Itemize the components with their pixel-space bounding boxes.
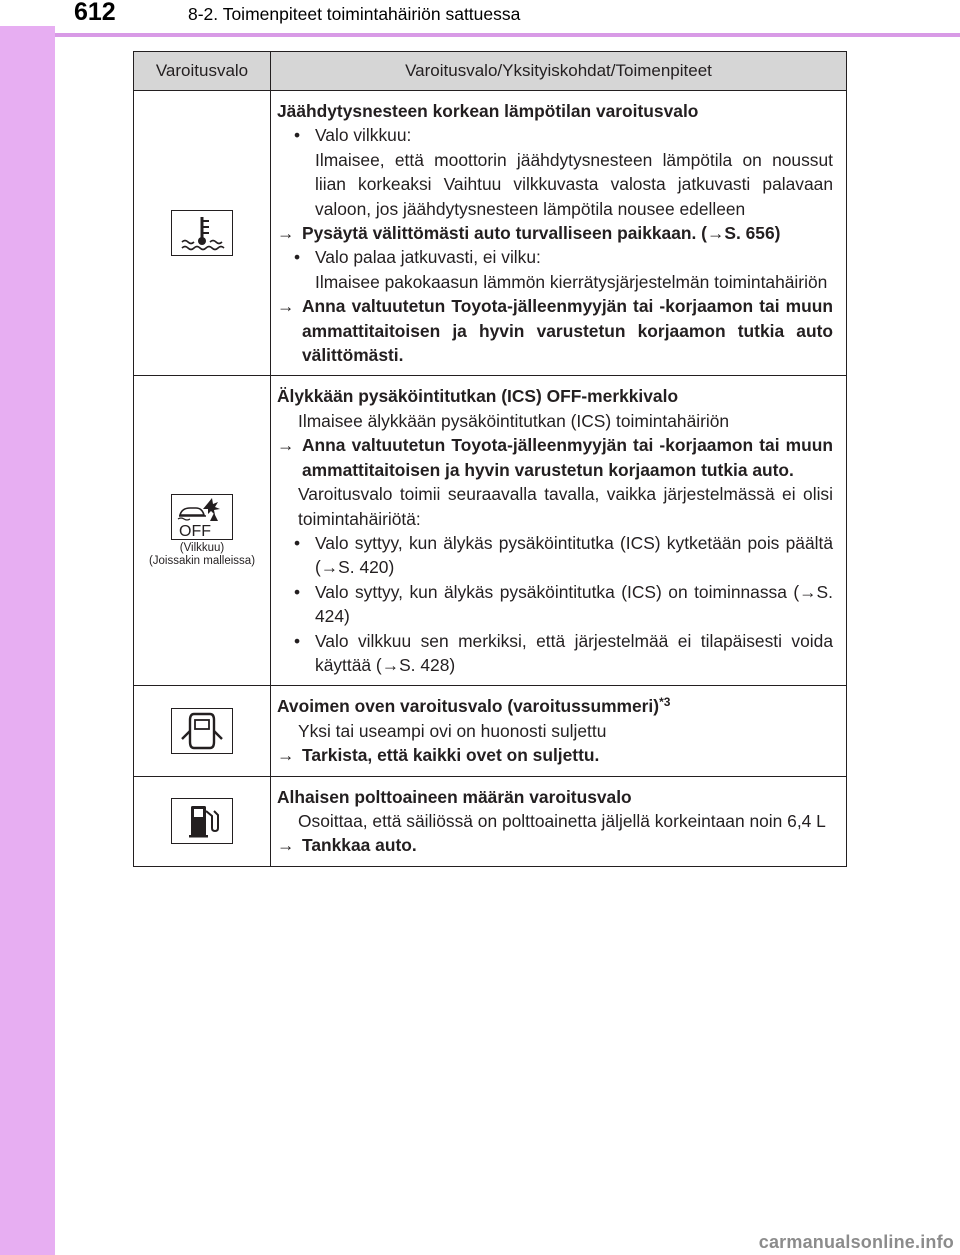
ics-off-label: OFF — [179, 522, 211, 539]
list-item: • Valo palaa jatkuvasti, ei vilku: — [294, 245, 833, 269]
icon-cell — [134, 376, 271, 686]
open-door-icon — [171, 708, 233, 754]
row-description: Yksi tai useampi ovi on huonosti suljettu — [298, 720, 607, 741]
details-cell — [271, 91, 847, 376]
fuel-pump-icon — [171, 798, 233, 844]
action-item: → Pysäytä välittömästi auto turvalliseen paikkaan. (→S. 656) — [277, 221, 833, 245]
action-item: → Tankkaa auto. — [277, 833, 833, 857]
row-title: Avoimen oven varoitusvalo (varoitussummeri)$^{*3}$ — [277, 695, 671, 717]
bullet-icon: • — [294, 247, 301, 268]
side-color-band — [0, 0, 55, 1255]
ics-off-icon — [171, 494, 233, 540]
list-item: • Valo vilkkuu sen merkiksi, että järjestelmää ei tilapäisesti voida käyttää (→S. 428) — [294, 629, 833, 678]
action-item: → Anna valtuutetun Toyota-jälleenmyyjän tai -korjaamon tai muun ammattitaitoisen ja hyvin varustetun korjaamon tutkia auto välittömästi. — [277, 294, 833, 367]
details-cell — [271, 376, 847, 686]
table-row — [134, 91, 847, 376]
page-number: 612 — [74, 0, 116, 26]
row-title: Jäähdytysnesteen korkean lämpötilan varoitusvalo — [277, 101, 699, 121]
footnote-marker: *3 — [659, 695, 671, 710]
arrow-icon: → — [277, 296, 295, 317]
arrow-icon: → — [277, 745, 295, 766]
list-item: • Valo syttyy, kun älykäs pysäköintitutka (ICS) kytketään pois päältä (→S. 420) — [294, 531, 833, 580]
section-title: 8-2. Toimenpiteet toimintahäiriön sattuessa — [188, 4, 521, 24]
table-header-row — [134, 52, 847, 91]
row-title: Alhaisen polttoaineen määrän varoitusvalo — [277, 786, 632, 807]
bullet-icon: • — [294, 581, 301, 602]
action-item: → Tarkista, että kaikki ovet on suljettu. — [277, 743, 833, 767]
col-header-details: Varoitusvalo/Yksityiskohdat/Toimenpiteet — [271, 52, 847, 91]
icon-cell — [134, 91, 271, 376]
row-title: Älykkään pysäköintitutkan (ICS) OFF-merkkivalo — [277, 386, 679, 407]
coolant-temperature-icon — [171, 210, 233, 256]
row-description: Ilmaisee älykkään pysäköintitutkan (ICS) toimintahäiriön — [298, 410, 730, 431]
item-description: Ilmaisee, että moottorin jäähdytysnesteen lämpötila on noussut liian korkeaksi Vaihtuu vilkkuvasta valosta jatkuvasti palavaan valoon, jos jäähdytysnesteen lämpötila nousee edelleen — [315, 149, 833, 219]
header-rule — [55, 33, 960, 37]
details-cell — [271, 686, 847, 776]
list-item: • Valo vilkkuu: — [294, 123, 833, 147]
table-row — [134, 686, 847, 776]
icon-cell — [134, 686, 271, 776]
arrow-icon: → — [277, 223, 295, 244]
row-description: Osoittaa, että säiliössä on polttoainetta jäljellä korkeintaan noin 6,4 L — [298, 810, 826, 831]
item-description: Ilmaisee pakokaasun lämmön kierrätysjärjestelmän toimintahäiriön — [315, 271, 828, 292]
icon-cell — [134, 776, 271, 866]
row-note: Varoitusvalo toimii seuraavalla tavalla, vaikka järjestelmässä ei olisi toimintahäiriötä: — [298, 484, 833, 529]
bullet-icon: • — [294, 532, 301, 553]
action-item: → Anna valtuutetun Toyota-jälleenmyyjän tai -korjaamon tai muun ammattitaitoisen ja hyvin varustetun korjaamon tutkia auto. — [277, 433, 833, 482]
table-row — [134, 776, 847, 866]
details-cell — [271, 776, 847, 866]
warning-light-table — [133, 51, 847, 867]
bullet-icon: • — [294, 630, 301, 651]
arrow-icon: → — [277, 835, 295, 856]
icon-caption: (Vilkkuu) — [179, 541, 225, 554]
icon-caption: (Joissakin malleissa) — [148, 554, 256, 567]
arrow-icon: → — [277, 435, 295, 456]
watermark: carmanualsonline.info — [758, 1232, 954, 1252]
page-number-box — [0, 0, 116, 26]
bullet-icon: • — [294, 125, 301, 146]
table-row — [134, 376, 847, 686]
col-header-light: Varoitusvalo — [134, 52, 271, 91]
list-item: • Valo syttyy, kun älykäs pysäköintitutka (ICS) on toiminnassa (→S. 424) — [294, 580, 833, 629]
